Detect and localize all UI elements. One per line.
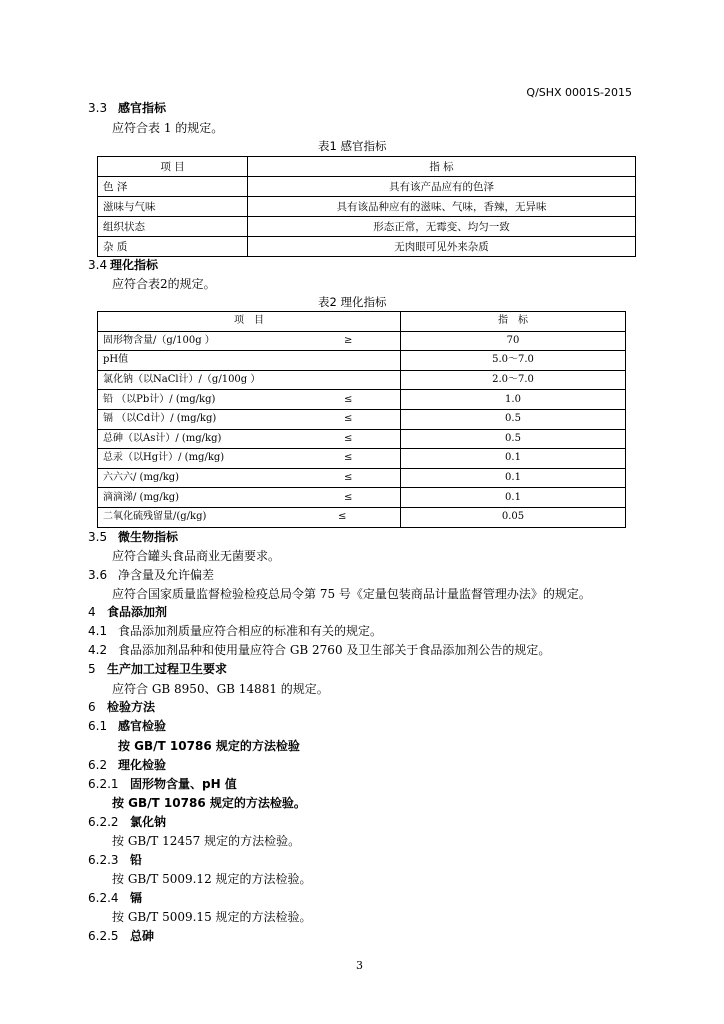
- item-label: 固形物含量/（g/100g ）: [103, 334, 215, 346]
- section-6-2-4-body: 按 GB/T 5009.15 规定的方法检验。: [112, 910, 312, 924]
- section-number: 6.2.5: [88, 929, 119, 943]
- table-header-row: [98, 312, 626, 332]
- item-label: 二氧化硫残留量/(g/kg): [103, 511, 207, 523]
- item-label: 总汞（以Hg计）/ (mg/kg): [103, 452, 225, 464]
- section-6-2-5-heading: [88, 929, 154, 943]
- section-title: 总砷: [130, 929, 155, 943]
- table-cell-value: 0.05: [401, 507, 626, 527]
- page-number: 3: [356, 959, 363, 972]
- table-row: [98, 449, 626, 469]
- table-row: [98, 488, 626, 508]
- section-number: 3.3: [88, 101, 108, 115]
- table-header-item: 项 目: [98, 157, 248, 177]
- table-cell-item: [98, 429, 401, 449]
- table-row: [98, 409, 626, 429]
- clause-text: 食品添加剂质量应符合相应的标准和有关的规定。: [118, 624, 383, 638]
- section-6-2-4-heading: [88, 891, 142, 905]
- table-row: [98, 177, 636, 197]
- comparison-operator: ≤: [344, 452, 353, 464]
- section-title: 固形物含量、pH 值: [130, 777, 237, 791]
- section-5-heading: [88, 662, 227, 676]
- table-header-item: 项 目: [98, 312, 401, 332]
- table-cell-item: [98, 488, 401, 508]
- table-row: [98, 237, 636, 257]
- section-3-6-heading: [88, 568, 214, 582]
- section-6-2-2-heading: [88, 815, 166, 829]
- table-cell-item: [98, 370, 401, 390]
- table-row: [98, 370, 626, 390]
- section-number: 4.2: [88, 643, 108, 657]
- document-code: Q/SHX 0001S-2015: [526, 86, 632, 99]
- comparison-operator: ≤: [344, 491, 353, 503]
- clause-text: 食品添加剂品种和使用量应符合 GB 2760 及卫生部关于食品添加剂公告的规定。: [118, 643, 551, 657]
- table-cell-value: 70: [401, 331, 626, 351]
- table-cell-item: [98, 507, 401, 527]
- table-cell-item: 色 泽: [98, 177, 248, 197]
- comparison-operator: ≤: [344, 413, 353, 425]
- table-row: [98, 468, 626, 488]
- table-cell-item: [98, 468, 401, 488]
- section-6-2-2-body: 按 GB/T 12457 规定的方法检验。: [112, 834, 301, 848]
- table-header-value: 指 标: [401, 312, 626, 332]
- section-number: 3.5: [88, 530, 108, 544]
- comparison-operator: ≤: [344, 393, 353, 405]
- section-4-2-clause: [88, 643, 550, 657]
- section-6-1-body: 按 GB/T 10786 规定的方法检验: [118, 739, 300, 753]
- section-6-2-1-body: 按 GB/T 10786 规定的方法检验。: [112, 796, 306, 810]
- table-2-caption: 表2 理化指标: [318, 295, 387, 309]
- table-header-row: [98, 157, 636, 177]
- item-label: 六六六/ (mg/kg): [103, 472, 180, 484]
- section-6-2-3-body: 按 GB/T 5009.12 规定的方法检验。: [112, 872, 312, 886]
- table-cell-item: [98, 351, 401, 371]
- table-cell-value: 1.0: [401, 390, 626, 410]
- section-title: 理化检验: [118, 758, 167, 772]
- section-6-2-1-heading: [88, 777, 237, 791]
- table-header-spec: 指 标: [248, 157, 636, 177]
- table-cell-value: 0.1: [401, 449, 626, 469]
- table-cell-item: [98, 449, 401, 469]
- table-cell-value: 2.0～7.0: [401, 370, 626, 390]
- section-3-3-body: 应符合表 1 的规定。: [112, 121, 224, 135]
- item-label: 铅 （以Pb计）/ (mg/kg): [103, 393, 216, 405]
- section-4-heading: [88, 605, 167, 619]
- table-row: [98, 507, 626, 527]
- section-number: 4: [88, 605, 96, 619]
- table-row: [98, 331, 626, 351]
- section-number: 6.2.1: [88, 777, 119, 791]
- section-4-1-clause: [88, 624, 382, 638]
- table-cell-item: 组织状态: [98, 217, 248, 237]
- table-cell-spec: 具有该产品应有的色泽: [248, 177, 636, 197]
- section-number: 6.2.4: [88, 891, 119, 905]
- table-cell-value: 0.5: [401, 429, 626, 449]
- section-number: 6: [88, 700, 96, 714]
- section-5-body: 应符合 GB 8950、GB 14881 的规定。: [112, 682, 329, 696]
- table-row: [98, 217, 636, 237]
- table-row: [98, 351, 626, 371]
- table-cell-item: 杂 质: [98, 237, 248, 257]
- section-title: 感官检验: [118, 719, 167, 733]
- item-label: 总砷（以As计）/ (mg/kg): [103, 432, 222, 444]
- section-3-4-body: 应符合表2的规定。: [112, 277, 216, 291]
- section-3-6-body: 应符合国家质量监督检验检疫总局令第 75 号《定量包装商品计量监督管理办法》的规定。: [112, 587, 591, 601]
- section-title: 铅: [130, 853, 143, 867]
- table-cell-spec: 形态正常，无霉变、均匀一致: [248, 217, 636, 237]
- table-cell-spec: 无肉眼可见外来杂质: [248, 237, 636, 257]
- table-2-physicochemical: [97, 311, 626, 528]
- section-number: 3.4: [88, 258, 108, 272]
- table-cell-value: 0.5: [401, 409, 626, 429]
- table-cell-value: 0.1: [401, 468, 626, 488]
- section-3-3-heading: [88, 101, 166, 115]
- comparison-operator: ≤: [344, 432, 353, 444]
- item-label: pH值: [103, 354, 129, 366]
- section-6-heading: [88, 700, 155, 714]
- table-cell-spec: 具有该品种应有的滋味、气味，香辣，无异味: [248, 197, 636, 217]
- table-1-caption: 表1 感官指标: [318, 139, 387, 153]
- section-6-1-heading: [88, 719, 166, 733]
- section-number: 6.2.3: [88, 853, 119, 867]
- section-title: 镉: [130, 891, 143, 905]
- comparison-operator: ≤: [344, 472, 353, 484]
- section-3-4-heading: [88, 258, 158, 272]
- section-number: 3.6: [88, 568, 108, 582]
- section-6-2-heading: [88, 758, 166, 772]
- table-row: [98, 197, 636, 217]
- section-title: 微生物指标: [118, 530, 179, 544]
- item-label: 氯化钠（以NaCl计）/（g/100g ）: [103, 374, 261, 386]
- section-3-5-heading: [88, 530, 178, 544]
- table-1-sensory: [97, 156, 636, 257]
- section-number: 6.2: [88, 758, 108, 772]
- item-label: 镉 （以Cd计）/ (mg/kg): [103, 413, 217, 425]
- section-title: 感官指标: [118, 101, 167, 115]
- section-title: 生产加工过程卫生要求: [107, 662, 228, 676]
- table-cell-item: [98, 390, 401, 410]
- section-number: 5: [88, 662, 96, 676]
- section-title: 氯化钠: [130, 815, 167, 829]
- section-3-5-body: 应符合罐头食品商业无菌要求。: [112, 549, 281, 563]
- section-number: 6.1: [88, 719, 108, 733]
- table-row: [98, 390, 626, 410]
- table-cell-item: 滋味与气味: [98, 197, 248, 217]
- table-cell-item: [98, 331, 401, 351]
- section-title: 净含量及允许偏差: [118, 568, 215, 582]
- section-6-2-3-heading: [88, 853, 142, 867]
- item-label: 滴滴涕/ (mg/kg): [103, 491, 180, 503]
- table-cell-value: 0.1: [401, 488, 626, 508]
- section-number: 6.2.2: [88, 815, 119, 829]
- table-cell-value: 5.0～7.0: [401, 351, 626, 371]
- section-title: 食品添加剂: [107, 605, 168, 619]
- section-title: 检验方法: [107, 700, 156, 714]
- comparison-operator: ≤: [338, 511, 347, 523]
- section-number: 4.1: [88, 624, 108, 638]
- table-row: [98, 429, 626, 449]
- section-title: 理化指标: [110, 258, 159, 272]
- table-cell-item: [98, 409, 401, 429]
- comparison-operator: ≥: [344, 334, 353, 346]
